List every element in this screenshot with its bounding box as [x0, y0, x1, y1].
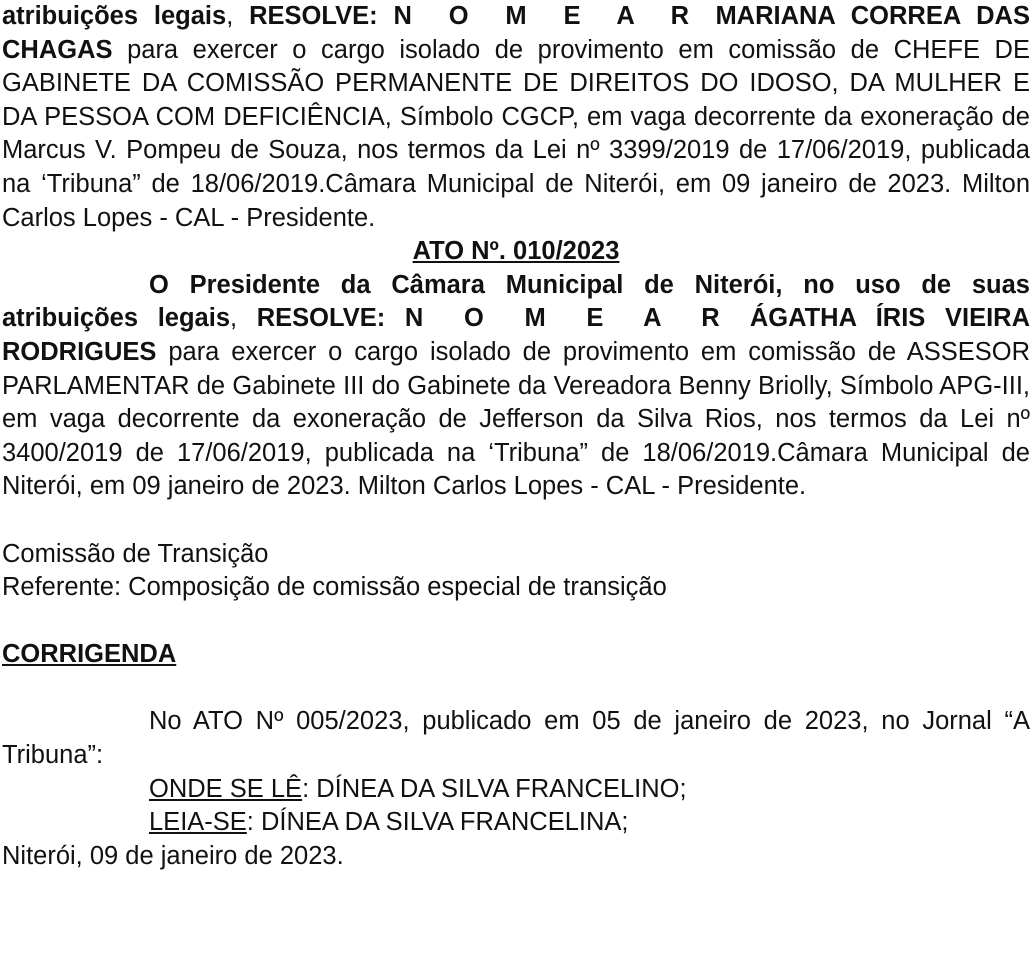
- leia-se-line: [2, 806, 1030, 840]
- act-010-paragraph: O Presidente da Câmara Municipal de Niterói, no uso de suas atribuições legais, RESOLVE: N O M E A R ÁGATHA ÍRIS VIEIRA RODRIGUES para exercer o cargo isolado de provimento em comissão de ASSESOR PARLAMENTAR de Gabinete III do Gabinete da Vereadora Benny Briolly, Símbolo APG-III, em vaga decorrente da exoneração de Jefferson da Silva Rios, nos termos da Lei nº 3400/2019 de 17/06/2019, publicada na ‘Tribuna” de 18/06/2019.Câmara Municipal de Niterói, em 09 janeiro de 2023. Milton Carlos Lopes - CAL - Presidente.: [2, 270, 1030, 501]
- leia-se-label: LEIA-SE: [149, 808, 247, 837]
- act-body-text: para exercer o cargo isolado de provimento em comissão de CHEFE DE GABINETE DA COMISSÃO PERMANENTE DE DIREITOS DO IDOSO, DA MULHER E DA PESSOA COM DEFICIÊNCIA, Símbolo CGCP, em vaga decorrente da exoneração de Marcus V. Pompeu de Souza, nos termos da Lei nº 3399/2019 de 17/06/2019, publicada na ‘Tribuna” de 18/06/2019.Câmara Municipal de Niterói, em 09 janeiro de 2023. Milton Carlos Lopes - CAL - Presidente.: [2, 35, 1030, 232]
- corrigenda-intro: No ATO Nº 005/2023, publicado em 05 de janeiro de 2023, no Jornal “A Tribuna”:: [2, 707, 1030, 770]
- onde-se-le-line: [2, 773, 1030, 807]
- transition-heading: Comissão de Transição: [2, 539, 269, 568]
- onde-se-le-label: ONDE SE LÊ: [149, 774, 303, 803]
- spacer: [2, 672, 1030, 706]
- closing-date: Niterói, 09 de janeiro de 2023.: [2, 841, 344, 870]
- resolve-label: RESOLVE:: [256, 304, 386, 333]
- spacer: [2, 605, 1030, 639]
- resolve-label: RESOLVE:: [249, 2, 378, 30]
- attributions-text: atribuições legais: [2, 2, 227, 30]
- act-010-title: ATO Nº. 010/2023: [412, 237, 620, 266]
- leia-se-value: : DÍNEA DA SILVA FRANCELINA;: [246, 808, 629, 837]
- nomear-label: N O M E A R: [404, 304, 731, 333]
- spacer: [2, 504, 1030, 538]
- act-intro-text: O Presidente da Câmara Municipal de Niterói, no uso de suas atribuições legais: [2, 270, 1030, 333]
- onde-se-le-value: : DÍNEA DA SILVA FRANCELINO;: [302, 774, 687, 803]
- act-009-tail-paragraph: atribuições legais, RESOLVE: N O M E A R MARIANA CORREA DAS CHAGAS para exercer o cargo isolado de provimento em comissão de CHEFE DE GABINETE DA COMISSÃO PERMANENTE DE DIREITOS DO IDOSO, DA MULHER E DA PESSOA COM DEFICIÊNCIA, Símbolo CGCP, em vaga decorrente da exoneração de Marcus V. Pompeu de Souza, nos termos da Lei nº 3399/2019 de 17/06/2019, publicada na ‘Tribuna” de 18/06/2019.Câmara Municipal de Niterói, em 09 janeiro de 2023. Milton Carlos Lopes - CAL - Presidente.: [2, 2, 1030, 232]
- document-page: [2, 0, 1030, 873]
- act-body-text: para exercer o cargo isolado de provimento em comissão de ASSESOR PARLAMENTAR de Gabinete III do Gabinete da Vereadora Benny Briolly, Símbolo APG-III, em vaga decorrente da exoneração de Jefferson da Silva Rios, nos termos da Lei nº 3400/2019 de 17/06/2019, publicada na ‘Tribuna” de 18/06/2019.Câmara Municipal de Niterói, em 09 janeiro de 2023. Milton Carlos Lopes - CAL - Presidente.: [2, 337, 1030, 501]
- corrigenda-title: CORRIGENDA: [2, 640, 177, 669]
- appointee-name: MARIANA CORREA DAS CHAGAS: [2, 2, 1030, 64]
- transition-subject: Referente: Composição de comissão especial de transição: [2, 573, 667, 602]
- nomear-label: N O M E A R: [393, 2, 700, 30]
- appointee-name: ÁGATHA ÍRIS VIEIRA RODRIGUES: [2, 304, 1030, 366]
